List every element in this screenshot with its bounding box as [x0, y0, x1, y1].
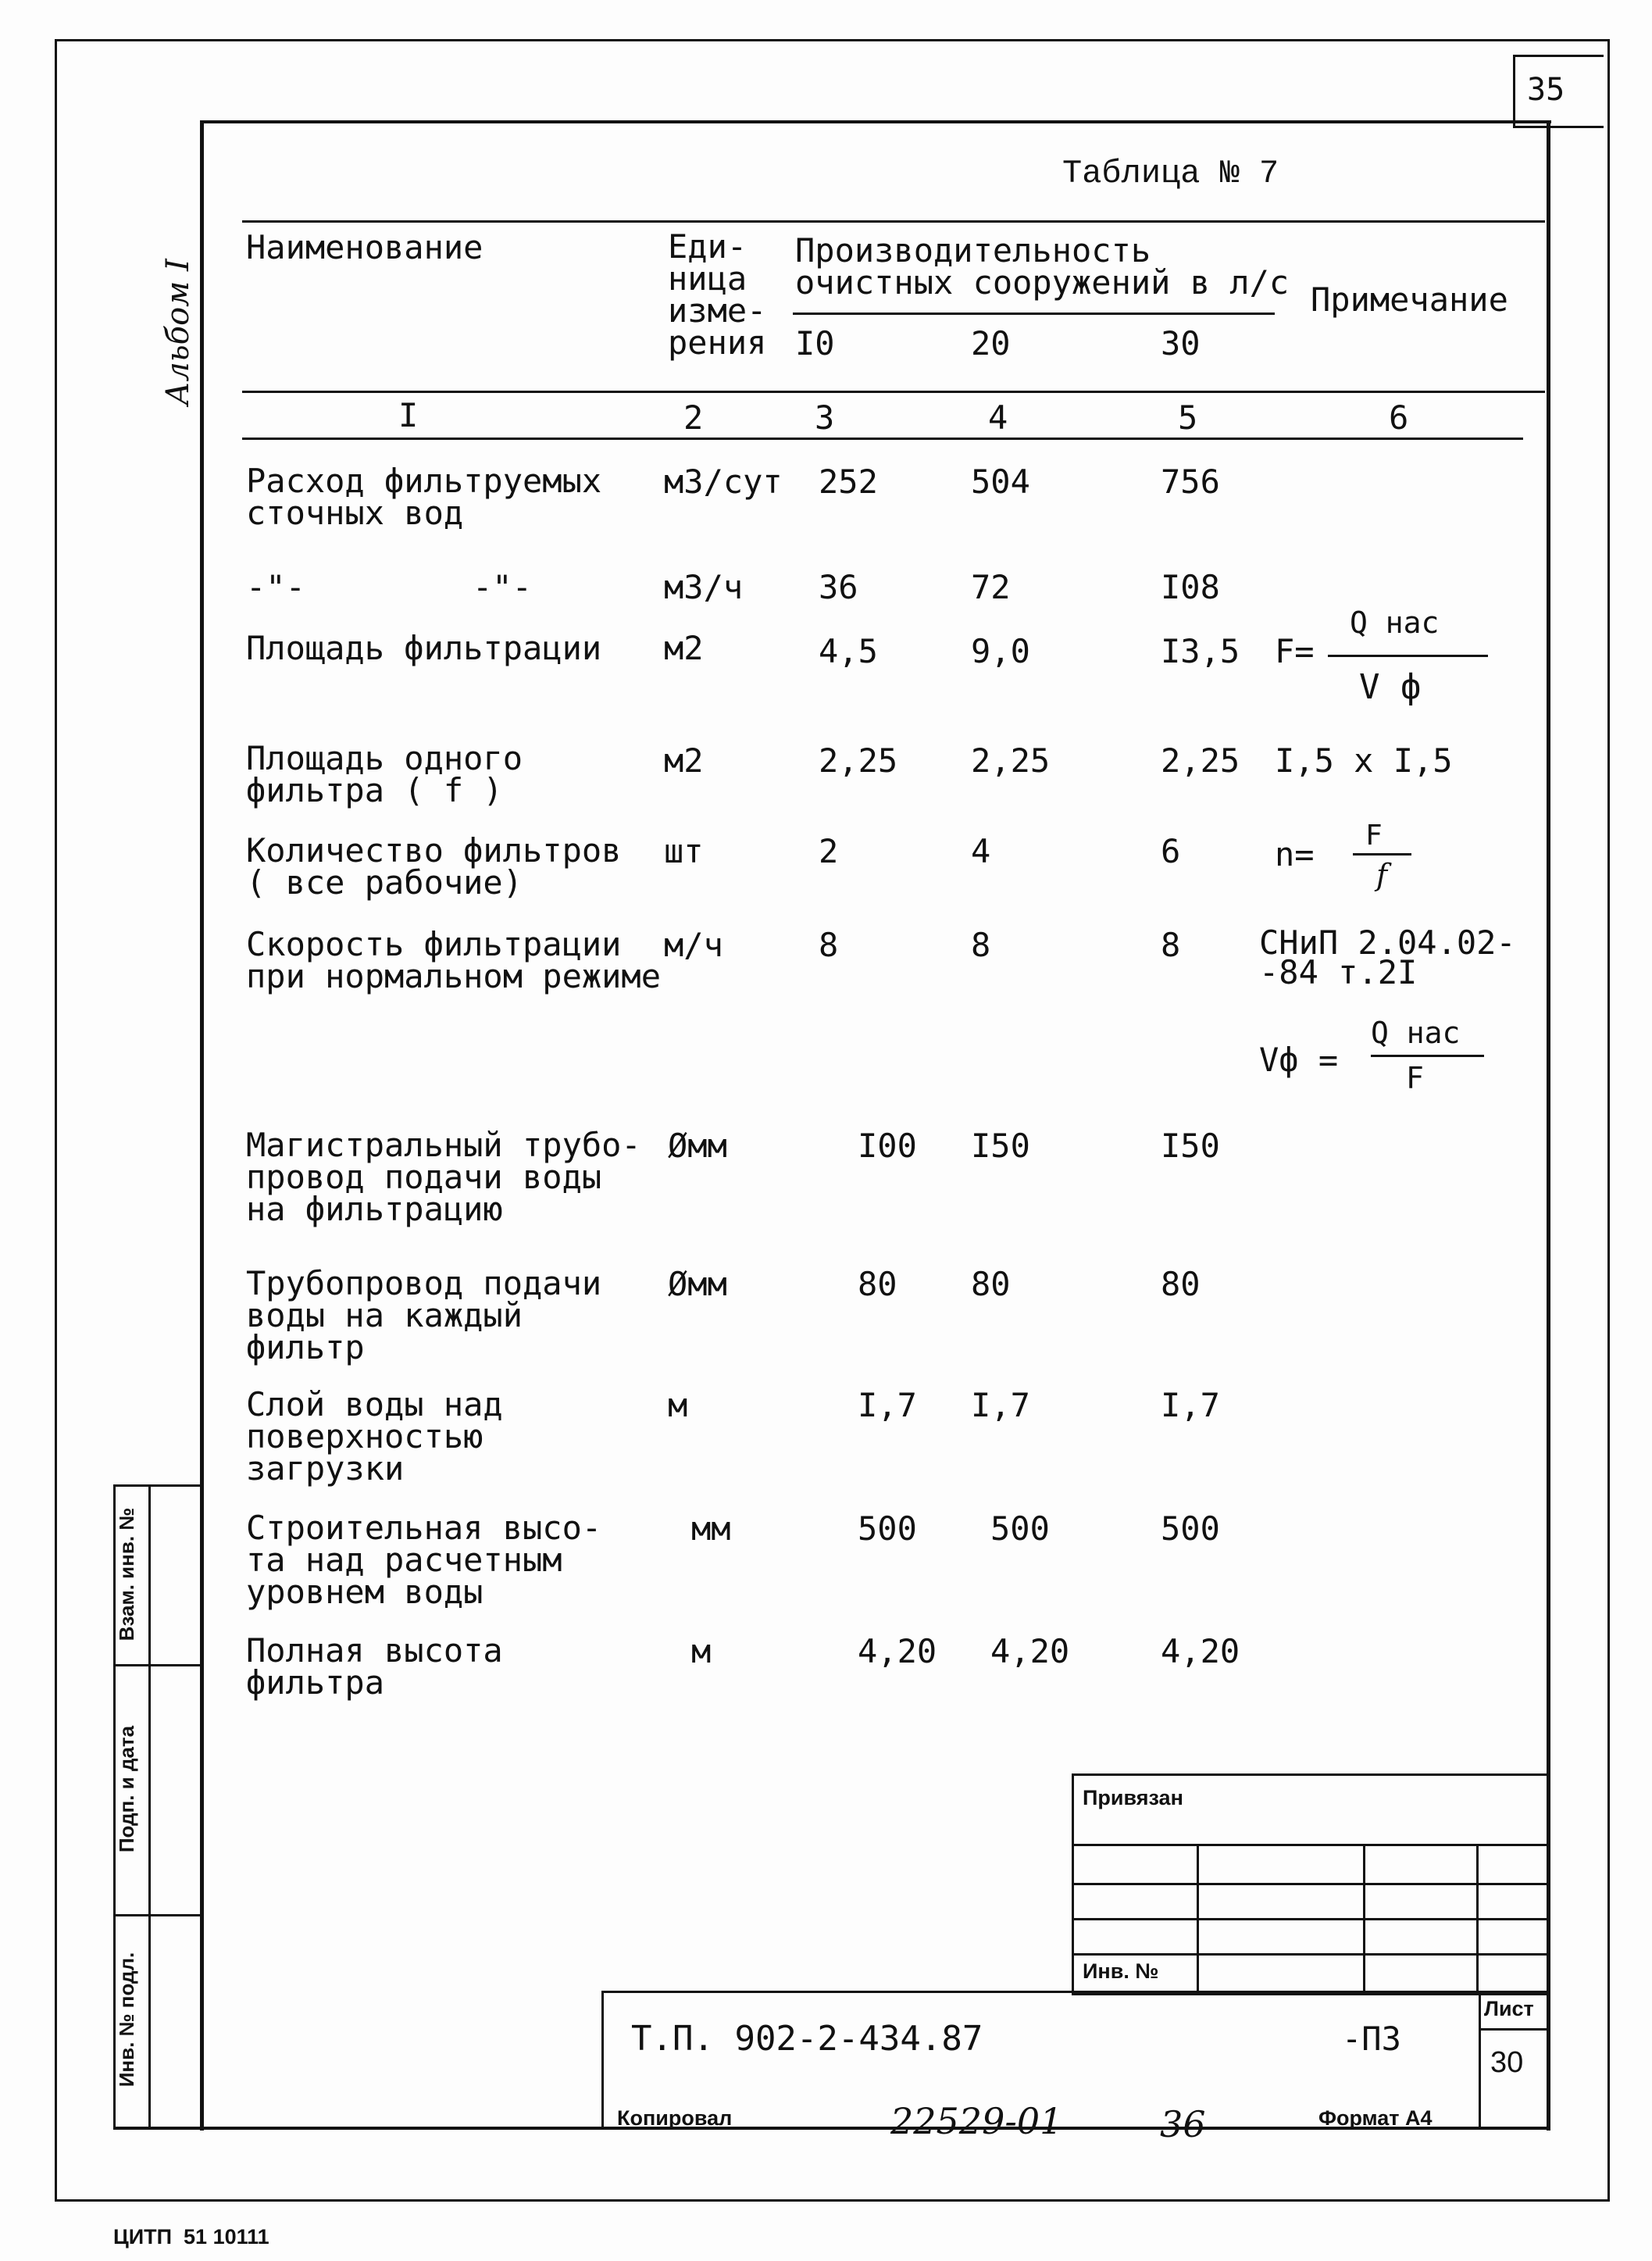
row-v20: 4,20 — [990, 1632, 1070, 1670]
sheet-label: Лист — [1484, 1997, 1534, 2020]
row-name: Скорость фильтрации при нормальном режиме — [246, 925, 662, 995]
row-v20: 504 — [971, 463, 1030, 501]
sheet-box-left — [1479, 1991, 1481, 2127]
format-label: Формат А4 — [1318, 2106, 1433, 2130]
row-v10: 2 — [819, 832, 839, 870]
row-v10: 500 — [858, 1509, 917, 1548]
row-v20: 80 — [971, 1265, 1011, 1303]
row-v20: I50 — [971, 1127, 1030, 1165]
col-number-3: 3 — [815, 398, 835, 437]
formula-lhs: F= — [1275, 632, 1315, 670]
row-name: Количество фильтров ( все рабочие) — [246, 831, 622, 902]
capacity-underline — [793, 313, 1275, 315]
privyazan-hline1 — [1072, 1844, 1547, 1846]
row-v10: 4,5 — [819, 632, 878, 670]
row-name: Площадь одного фильтра ( f ) — [246, 739, 523, 809]
row-v10: 80 — [858, 1265, 897, 1303]
doc-suffix: -ПЗ — [1342, 2020, 1401, 2058]
formula-numerator: F — [1365, 820, 1383, 852]
row-v30: I50 — [1161, 1127, 1220, 1165]
kopiroval-label: Копировал — [617, 2106, 733, 2130]
side-stamp-sep2 — [113, 1914, 200, 1916]
col-number-5: 5 — [1178, 398, 1198, 437]
row-v10: 2,25 — [819, 741, 898, 780]
row-v10: I00 — [858, 1127, 917, 1165]
row-v10: 36 — [819, 568, 858, 606]
col-number-1: I — [398, 396, 419, 434]
page-number: 35 — [1527, 72, 1565, 108]
header-top-line — [242, 220, 1545, 223]
row-name: Магистральный трубо- провод подачи воды на фильтрацию — [246, 1126, 641, 1228]
header-bottom-line — [242, 391, 1545, 393]
row-v10: 4,20 — [858, 1632, 937, 1670]
row-name: Трубопровод подачи воды на каждый фильтр — [246, 1264, 602, 1366]
row-v10: 8 — [819, 926, 839, 964]
row-name: -"- — [246, 568, 305, 606]
formula-denominator: V ф — [1359, 667, 1422, 707]
row-name-ditto: -"- — [473, 568, 532, 606]
table-title: Таблица № 7 — [1062, 155, 1279, 192]
fraction-bar — [1371, 1055, 1484, 1057]
header-cap-10: I0 — [795, 324, 835, 363]
row-v30: 2,25 — [1161, 741, 1240, 780]
formula-numerator: Q нас — [1350, 605, 1440, 640]
row-note: СНиП 2.04.02- -84 т.2I — [1259, 923, 1516, 991]
row-v20: 500 — [990, 1509, 1050, 1548]
handwritten-number: 22529-01 — [890, 2100, 1063, 2142]
row-unit: мм — [691, 1509, 731, 1548]
fraction-bar — [1328, 655, 1488, 657]
row-v30: I,7 — [1161, 1386, 1220, 1424]
row-unit: шт — [664, 832, 704, 870]
side-stamp-podp: Подп. и дата — [115, 1725, 138, 1853]
privyazan-vline1 — [1197, 1844, 1199, 1991]
row-unit: м2 — [664, 629, 704, 667]
header-unit: Еди- ница изме- рения — [668, 227, 767, 362]
col-number-2: 2 — [683, 398, 704, 437]
row-v30: I08 — [1161, 568, 1220, 606]
row-unit: м2 — [664, 741, 704, 780]
inv-no-label: Инв. № — [1083, 1959, 1159, 1983]
handwritten-number-2: 36 — [1160, 2103, 1206, 2145]
header-cap-30: 30 — [1161, 324, 1201, 363]
row-v30: 6 — [1161, 832, 1181, 870]
org-label: ЦИТП 51 10111 — [113, 2225, 269, 2248]
formula-denominator: F — [1406, 1061, 1424, 1095]
row-name: Расход фильтруемых сточных вод — [246, 462, 602, 532]
side-stamp-vzam: Взам. инв. № — [115, 1507, 138, 1641]
sheet-box-sep — [1479, 2028, 1547, 2031]
sheet-number: 30 — [1490, 2046, 1524, 2079]
row-v30: I3,5 — [1161, 632, 1240, 670]
row-unit: Øмм — [668, 1127, 727, 1165]
side-stamp-sep1 — [113, 1664, 200, 1666]
row-v30: 756 — [1161, 463, 1220, 501]
row-v20: 72 — [971, 568, 1011, 606]
formula-lhs: n= — [1275, 835, 1315, 873]
row-v30: 4,20 — [1161, 1632, 1240, 1670]
col-number-4: 4 — [988, 398, 1008, 437]
fraction-bar — [1353, 853, 1411, 855]
row-unit: м3/сут — [664, 463, 783, 501]
header-note: Примечание — [1311, 280, 1508, 319]
row-note: I,5 x I,5 — [1275, 741, 1453, 780]
row-v10: 252 — [819, 463, 878, 501]
col-number-6: 6 — [1389, 398, 1409, 437]
frame-top — [200, 120, 1551, 123]
row-unit: м — [668, 1386, 688, 1424]
row-v20: 4 — [971, 832, 991, 870]
privyazan-hline2 — [1072, 1883, 1547, 1885]
doc-code: Т.П. 902-2-434.87 — [631, 2019, 983, 2059]
row-unit: Øмм — [668, 1265, 727, 1303]
row-unit: м — [691, 1632, 712, 1670]
row-v30: 500 — [1161, 1509, 1220, 1548]
row-v10: I,7 — [858, 1386, 917, 1424]
row-name: Слой воды над поверхностью загрузки — [246, 1385, 503, 1488]
row-v20: 9,0 — [971, 632, 1030, 670]
privyazan-hline3 — [1072, 1918, 1547, 1920]
header-name: Наименование — [246, 228, 483, 266]
privyazan-hline4 — [1072, 1953, 1547, 1956]
side-stamp-inv-podl: Инв. № подл. — [115, 1952, 138, 2088]
row-v30: 80 — [1161, 1265, 1201, 1303]
privyazan-vline2 — [1363, 1844, 1365, 1991]
formula-lhs: Vф = — [1259, 1041, 1339, 1079]
row-name: Полная высота фильтра — [246, 1631, 503, 1702]
privyazan-vline3 — [1476, 1844, 1479, 1991]
row-v20: 8 — [971, 926, 991, 964]
side-stamp-divider — [148, 1484, 151, 2127]
row-v20: 2,25 — [971, 741, 1051, 780]
row-v30: 8 — [1161, 926, 1181, 964]
formula-denominator: f — [1376, 858, 1388, 892]
row-unit: м3/ч — [664, 568, 744, 606]
header-cap-20: 20 — [971, 324, 1011, 363]
album-label: Альбом I — [160, 259, 196, 405]
row-name: Строительная высо- та над расчетным уровнем воды — [246, 1509, 602, 1611]
privyazan-label: Привязан — [1083, 1786, 1183, 1809]
header-capacity: Производительность очистных сооружений в л/с — [795, 231, 1290, 302]
row-unit: м/ч — [664, 926, 723, 964]
colnum-underline — [242, 438, 1523, 440]
row-v20: I,7 — [971, 1386, 1030, 1424]
formula-numerator: Q нас — [1371, 1016, 1461, 1050]
row-name: Площадь фильтрации — [246, 629, 602, 667]
